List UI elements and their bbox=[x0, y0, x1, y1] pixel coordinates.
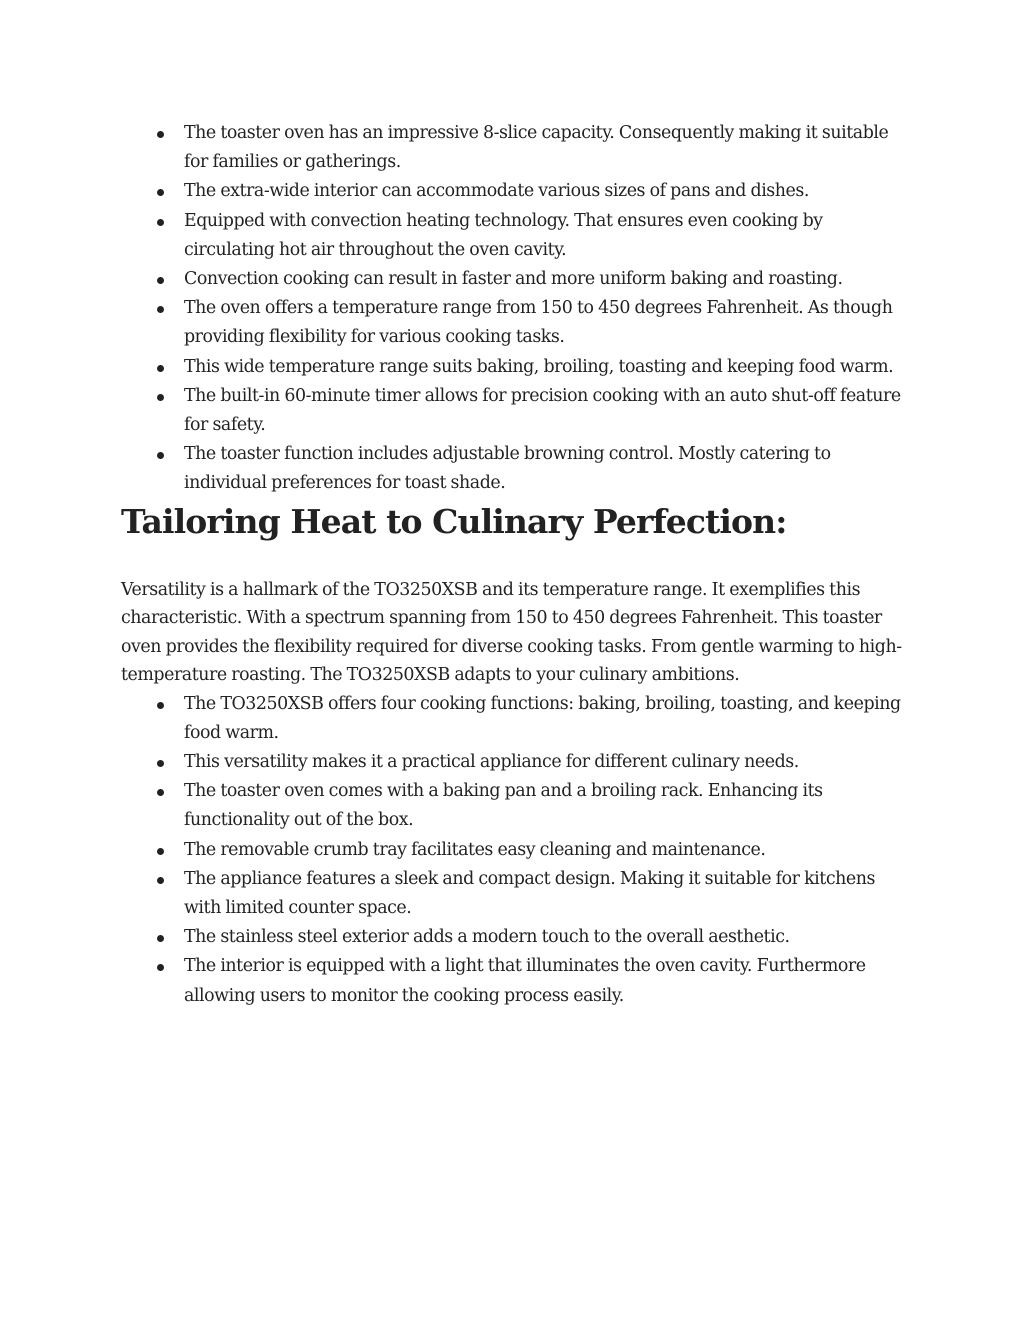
list-item bbox=[121, 265, 911, 294]
list-item bbox=[121, 865, 911, 923]
list-item bbox=[121, 440, 911, 498]
bullet-icon bbox=[157, 760, 164, 767]
list-item-text: Equipped with convection heating technology. That ensures even cooking by circulating hot air throughout the oven cavity. bbox=[184, 210, 823, 260]
list-item bbox=[121, 923, 911, 952]
bullet-icon bbox=[157, 365, 164, 372]
bullet-icon bbox=[157, 219, 164, 226]
list-item bbox=[121, 748, 911, 777]
list-item bbox=[121, 177, 911, 206]
list-item-text: This versatility makes it a practical appliance for different culinary needs. bbox=[184, 752, 799, 773]
bullet-icon bbox=[157, 189, 164, 196]
list-item-text: The toaster oven comes with a baking pan and a broiling rack. Enhancing its functionality out of the box. bbox=[184, 781, 823, 831]
list-item-text: The built-in 60-minute timer allows for precision cooking with an auto shut-off feature for safety. bbox=[184, 385, 901, 436]
bullet-icon bbox=[157, 452, 164, 459]
bullet-icon bbox=[157, 789, 164, 796]
list-item bbox=[121, 353, 911, 382]
list-item bbox=[121, 777, 911, 835]
list-item bbox=[121, 207, 911, 265]
list-item-text: The oven offers a temperature range from 150 to 450 degrees Fahrenheit. As though providing flexibility for various cooking tasks. bbox=[184, 298, 893, 348]
list-item-text: Convection cooking can result in faster and more uniform baking and roasting. bbox=[184, 269, 843, 290]
bullet-icon bbox=[157, 848, 164, 855]
list-item bbox=[121, 690, 911, 748]
feature-bullet-list bbox=[121, 119, 911, 499]
bullet-icon bbox=[157, 306, 164, 313]
bullet-icon bbox=[157, 877, 164, 884]
list-item-text: The extra-wide interior can accommodate various sizes of pans and dishes. bbox=[184, 181, 809, 202]
list-item-text: This wide temperature range suits baking, broiling, toasting and keeping food warm. bbox=[184, 356, 894, 377]
bullet-icon bbox=[157, 131, 164, 138]
list-item-text: The stainless steel exterior adds a modern touch to the overall aesthetic. bbox=[184, 927, 790, 948]
list-item-text: The TO3250XSB offers four cooking functions: baking, broiling, toasting, and keeping food warm. bbox=[184, 693, 901, 743]
functions-bullet-list bbox=[121, 690, 911, 1011]
bullet-icon bbox=[157, 964, 164, 971]
document-page bbox=[121, 119, 911, 1011]
list-item-text: The appliance features a sleek and compact design. Making it suitable for kitchens with limited counter space. bbox=[184, 868, 875, 919]
list-item-text: The interior is equipped with a light that illuminates the oven cavity. Furthermore allowing users to monitor the cooking process easily. bbox=[184, 956, 866, 1006]
list-item-text: The toaster function includes adjustable browning control. Mostly catering to individual preferences for toast shade. bbox=[184, 444, 831, 494]
list-item bbox=[121, 836, 911, 865]
section-paragraph: Versatility is a hallmark of the TO3250XSB and its temperature range. It exemplifies this characteristic. With a spectrum spanning from 150 to 450 degrees Fahrenheit. This toaster oven provides the flexibility required for diverse cooking tasks. From gentle warming to high-temperature roasting. The TO3250XSB adapts to your culinary ambitions. bbox=[121, 579, 902, 686]
bullet-icon bbox=[157, 935, 164, 942]
list-item bbox=[121, 952, 911, 1010]
list-item bbox=[121, 382, 911, 440]
section-heading: Tailoring Heat to Culinary Perfection: bbox=[121, 501, 787, 541]
bullet-icon bbox=[157, 702, 164, 709]
list-item bbox=[121, 119, 911, 177]
bullet-icon bbox=[157, 394, 164, 401]
list-item-text: The removable crumb tray facilitates easy cleaning and maintenance. bbox=[184, 839, 766, 860]
list-item bbox=[121, 294, 911, 352]
list-item-text: The toaster oven has an impressive 8-slice capacity. Consequently making it suitable for families or gatherings. bbox=[184, 123, 889, 173]
bullet-icon bbox=[157, 277, 164, 284]
